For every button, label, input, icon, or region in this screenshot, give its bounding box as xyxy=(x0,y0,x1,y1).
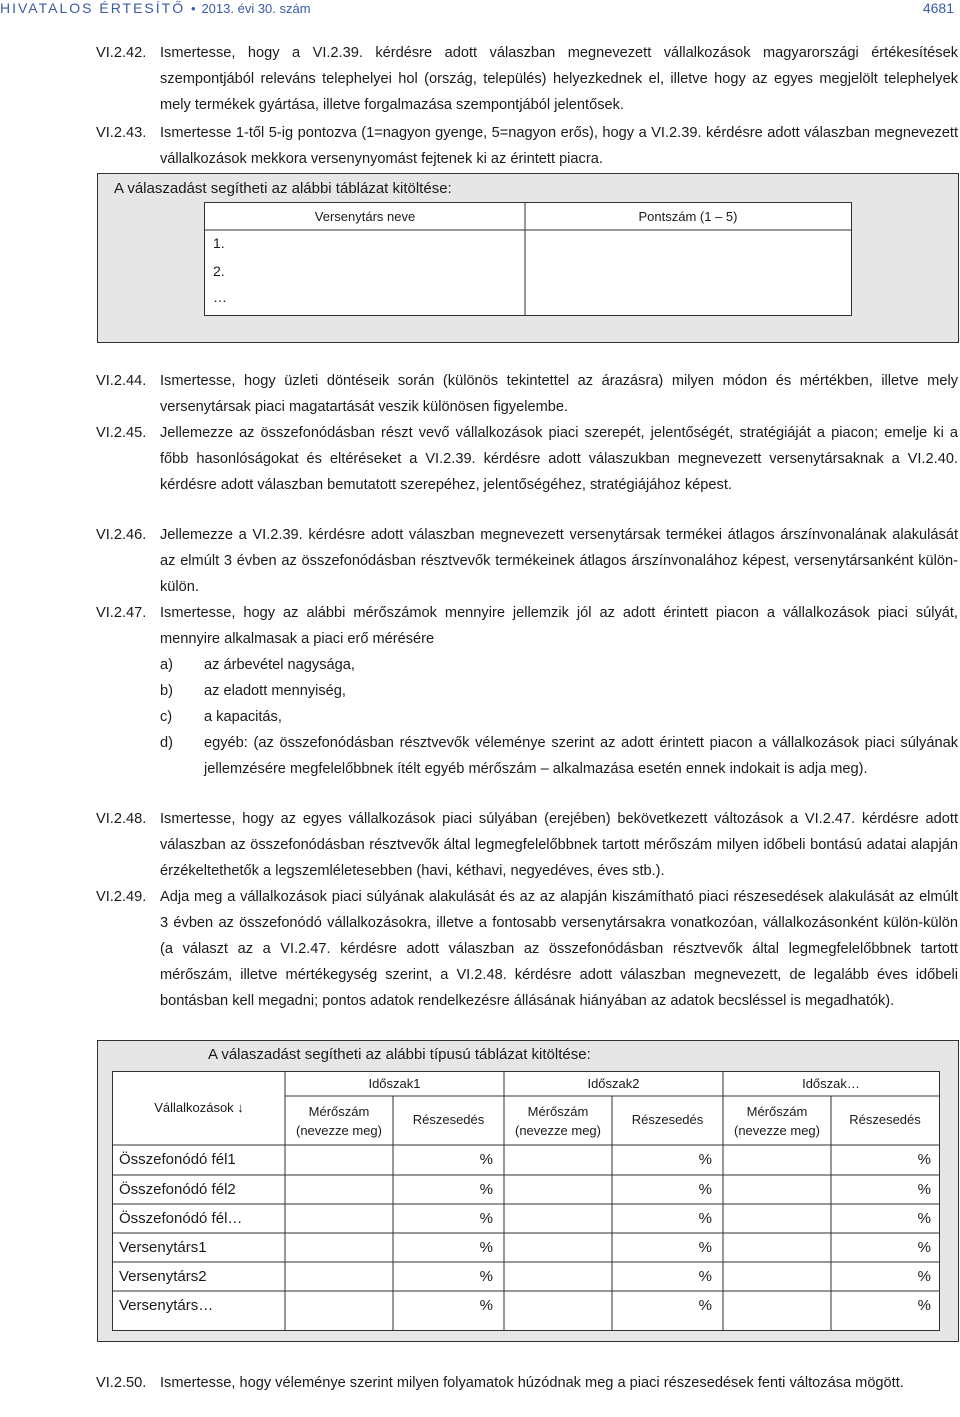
item-text: egyéb: (az összefonódásban résztvevők véleménye szerint az adott érintett piacon a vállalkozások piaci súlyának jellemzésére megfelelőbbnek ítélt egyéb mérőszám – alkalmazása esetén ennek indokait is adja meg). xyxy=(204,735,958,777)
question-number: VI.2.50. xyxy=(96,1375,147,1391)
period-header: Időszak… xyxy=(802,1076,860,1091)
list-item xyxy=(160,652,958,678)
question-43 xyxy=(96,120,958,172)
item-letter: b) xyxy=(160,683,173,699)
running-header xyxy=(0,0,311,16)
question-48 xyxy=(96,806,958,884)
percent-cell: % xyxy=(479,1239,493,1256)
item-letter: c) xyxy=(160,709,173,725)
percent-cell: % xyxy=(917,1181,931,1198)
question-number: VI.2.48. xyxy=(96,811,147,827)
page-number: 4681 xyxy=(922,0,954,16)
table-1-title: A válaszadást segítheti az alábbi táblázat kitöltése: xyxy=(114,180,452,197)
question-number: VI.2.44. xyxy=(96,373,147,389)
col-header-score: Pontszám (1 – 5) xyxy=(638,209,738,224)
table-2-box xyxy=(97,1040,959,1342)
item-text: az eladott mennyiség, xyxy=(204,683,346,699)
percent-cell: % xyxy=(479,1181,493,1198)
table-row-label: Versenytárs… xyxy=(119,1297,214,1314)
question-number: VI.2.43. xyxy=(96,125,147,141)
share-header: Részesedés xyxy=(849,1112,921,1127)
question-text: Ismertesse, hogy az egyes vállalkozások piaci súlyában (erejében) bekövetkezett változások a VI.2.47. kérdésre adott válaszban az összefonódásban résztvevők által legmegfelelőbbnek tartott mérőszám milyen időbeli bontású adatai alapján érzékeltethetők a legszemléletesebben (havi, kéthavi, negyedéves, éves stb.). xyxy=(160,811,958,879)
table-row-label: Összefonódó fél… xyxy=(119,1210,243,1227)
percent-cell: % xyxy=(698,1239,712,1256)
table-row: … xyxy=(213,289,227,305)
bullet: • xyxy=(191,1,196,16)
measure-header: Mérőszám (nevezze meg) xyxy=(734,1104,820,1138)
question-number: VI.2.47. xyxy=(96,605,147,621)
percent-cell: % xyxy=(698,1268,712,1285)
percent-cell: % xyxy=(917,1151,931,1168)
item-text: a kapacitás, xyxy=(204,709,282,725)
question-number: VI.2.42. xyxy=(96,45,147,61)
question-number: VI.2.46. xyxy=(96,527,147,543)
question-49 xyxy=(96,884,958,1014)
percent-cell: % xyxy=(698,1181,712,1198)
question-47 xyxy=(96,600,958,652)
table-row: 2. xyxy=(213,263,225,279)
question-text: Ismertesse, hogy az alábbi mérőszámok mennyire jellemzik jól az adott érintett piacon a vállalkozások piaci súlyát, mennyire alkalmasak a piaci erő mérésére xyxy=(160,605,958,647)
question-text: Ismertesse, hogy véleménye szerint milyen folyamatok húzódnak meg a piaci részesedések fenti változása mögött. xyxy=(160,1375,904,1391)
question-text: Ismertesse 1-től 5-ig pontozva (1=nagyon gyenge, 5=nagyon erős), hogy a VI.2.39. kérdésre adott válaszban megnevezett vállalkozások mekkora versenynyomást fejtenek ki az érintett piacra. xyxy=(160,125,958,167)
question-text: Jellemezze a VI.2.39. kérdésre adott válaszban megnevezett versenytársak termékei átlagos árszínvonalának alakulását az elmúlt 3 évben az összefonódásban résztvevők termékeinek átlagos árszínvonalához képest, versenytársanként külön-külön. xyxy=(160,527,958,595)
table-1-box xyxy=(97,173,959,343)
percent-cell: % xyxy=(698,1151,712,1168)
corner-label: Vállalkozások ↓ xyxy=(154,1100,244,1115)
table-row-label: Versenytárs1 xyxy=(119,1239,207,1256)
question-45 xyxy=(96,420,958,498)
journal-title: HIVATALOS ÉRTESÍTŐ xyxy=(0,0,186,16)
table-row-label: Versenytárs2 xyxy=(119,1268,207,1285)
measure-header: Mérőszám (nevezze meg) xyxy=(296,1104,382,1138)
list-item xyxy=(160,704,958,730)
percent-cell: % xyxy=(917,1210,931,1227)
question-46 xyxy=(96,522,958,600)
period-header: Időszak1 xyxy=(368,1076,421,1091)
question-text: Ismertesse, hogy a VI.2.39. kérdésre adott válaszban megnevezett vállalkozások magyarországi értékesítések szempontjából releváns telephelyei hol (ország, település) helyezkednek el, illetve hogy az egyes megjelölt telephelyek mely termékek gyártása, illetve forgalmazása szempontjából jelentősek. xyxy=(160,45,958,113)
percent-cell: % xyxy=(479,1268,493,1285)
question-number: VI.2.45. xyxy=(96,425,147,441)
percent-cell: % xyxy=(917,1239,931,1256)
table-2-title: A válaszadást segítheti az alábbi típusú táblázat kitöltése: xyxy=(208,1046,591,1063)
question-text: Ismertesse, hogy üzleti döntéseik során (különös tekintettel az árazásra) milyen módon és mértékben, illetve mely versenytársak piaci magatartását veszik különösen figyelembe. xyxy=(160,373,958,415)
percent-cell: % xyxy=(917,1297,931,1314)
question-44 xyxy=(96,368,958,420)
table-row-label: Összefonódó fél2 xyxy=(119,1181,236,1198)
table-2 xyxy=(112,1071,940,1331)
percent-cell: % xyxy=(917,1268,931,1285)
table-row: 1. xyxy=(213,235,225,251)
question-number: VI.2.49. xyxy=(96,889,147,905)
issue-date: 2013. évi 30. szám xyxy=(201,1,311,16)
table-1 xyxy=(204,202,852,316)
measure-header: Mérőszám (nevezze meg) xyxy=(515,1104,601,1138)
table-row-label: Összefonódó fél1 xyxy=(119,1151,236,1168)
item-text: az árbevétel nagysága, xyxy=(204,657,355,673)
question-47-items xyxy=(160,652,958,782)
item-letter: a) xyxy=(160,657,173,673)
percent-cell: % xyxy=(698,1297,712,1314)
share-header: Részesedés xyxy=(412,1112,485,1127)
percent-cell: % xyxy=(479,1210,493,1227)
item-letter: d) xyxy=(160,735,173,751)
question-text: Jellemezze az összefonódásban részt vevő vállalkozások piaci szerepét, jelentőségét, stratégiáját a piacon; emelje ki a főbb hasonlóságokat és eltéréseket a VI.2.39. kérdésre adott válaszukban megnevezett versenytársaknak a VI.2.40. kérdésre adott válaszban bemutatott szerepéhez, jelentőségéhez, stratégiájához képest. xyxy=(160,425,958,493)
question-text: Adja meg a vállalkozások piaci súlyának alakulását és az az alapján kiszámítható piaci részesedések alakulását az elmúlt 3 évben az összefonódó vállalkozásokra, illetve a fontosabb versenytársakra vonatkozóan, vállalkozásonként külön-külön (a választ az a VI.2.47. kérdésre adott válaszban az összefonódásban résztvevők által legmegfelelőbbnek tartott mérőszám, illetve mértékegység szerint, a VI.2.48. kérdésre adott válaszban megnevezett, de legalább éves időbeli bontásban kell megadni; pontos adatok rendelkezésre állásának hiányában az adatok becsléssel is megadhatók). xyxy=(160,889,958,1009)
list-item xyxy=(160,730,958,782)
percent-cell: % xyxy=(479,1151,493,1168)
period-header: Időszak2 xyxy=(587,1076,640,1091)
question-42 xyxy=(96,40,958,118)
share-header: Részesedés xyxy=(631,1112,704,1127)
col-header-competitor: Versenytárs neve xyxy=(314,209,416,224)
list-item xyxy=(160,678,958,704)
percent-cell: % xyxy=(698,1210,712,1227)
percent-cell: % xyxy=(479,1297,493,1314)
question-50 xyxy=(96,1370,958,1396)
